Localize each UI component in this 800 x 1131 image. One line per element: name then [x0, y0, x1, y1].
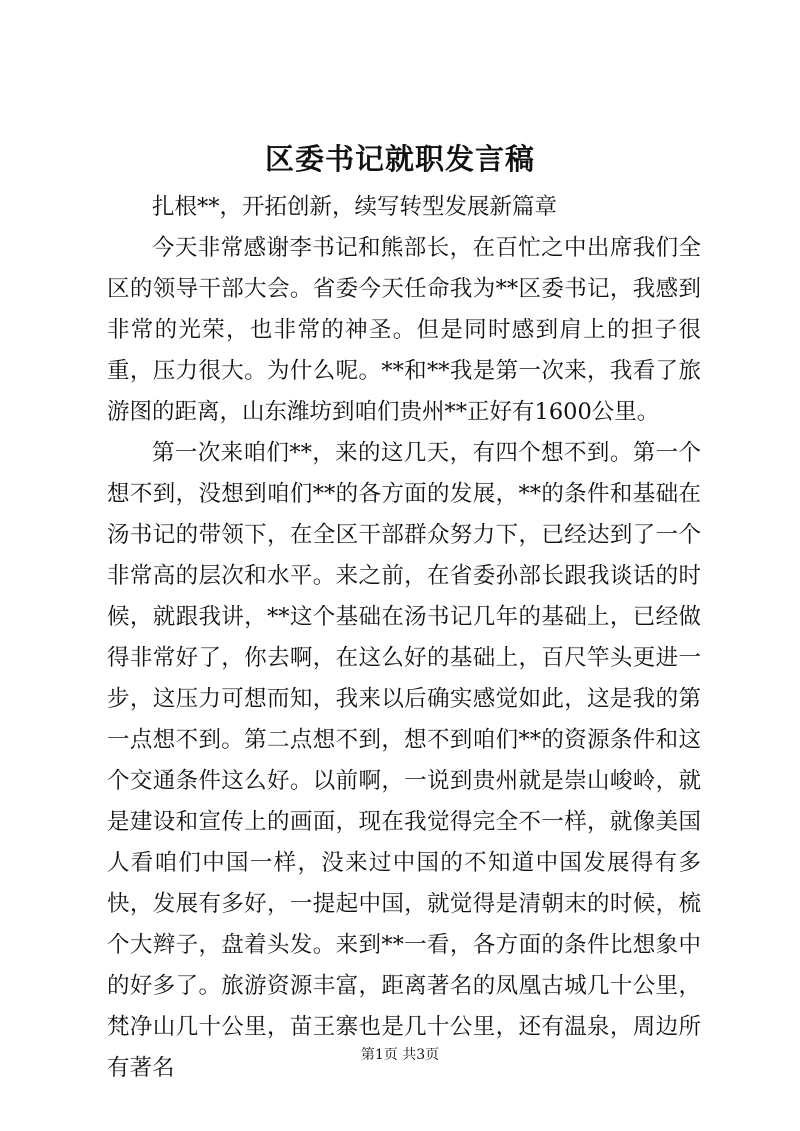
page-footer [0, 1045, 800, 1065]
document-title: 区委书记就职发言稿 [264, 142, 535, 176]
body-paragraph: 今天非常感谢李书记和熊部长，在百忙之中出席我们全区的领导干部大会。省委今天任命我为**区委书记，我感到非常的光荣，也非常的神圣。但是同时感到肩上的担子很重，压力很大。为什么呢。**和**我是第一次来，我看了旅游图的距离，山东潍坊到咱们贵州**正好有1600公里。 [107, 235, 701, 425]
body-paragraph: 第一次来咱们**，来的这几天，有四个想不到。第一个想不到，没想到咱们**的各方面的发展，**的条件和基础在汤书记的带领下，在全区干部群众努力下，已经达到了一个非常高的层次和水平。来之前，在省委孙部长跟我谈话的时候，就跟我讲，**这个基础在汤书记几年的基础上，已经做得非常好了，你去啊，在这么好的基础上，百尺竿头更进一步，这压力可想而知，我来以后确实感觉如此，这是我的第一点想不到。第二点想不到，想不到咱们**的资源条件和这个交通条件这么好。以前啊，一说到贵州就是崇山峻岭，就是建设和宣传上的画面，现在我觉得完全不一样，就像美国人看咱们中国一样，没来过中国的不知道中国发展得有多快，发展有多好，一提起中国，就觉得是清朝末的时候，梳个大辫子，盘着头发。来到**一看，各方面的条件比想象中的好多了。旅游资源丰富，距离著名的凤凰古城几十公里，梵净山几十公里，苗王寨也是几十公里，还有温泉，周边所有著名 [107, 440, 701, 1081]
page-indicator: 第1页 共3页 [360, 1047, 440, 1063]
document-body [107, 187, 701, 1089]
document-subtitle: 扎根**，开拓创新，续写转型发展新篇章 [152, 194, 558, 220]
